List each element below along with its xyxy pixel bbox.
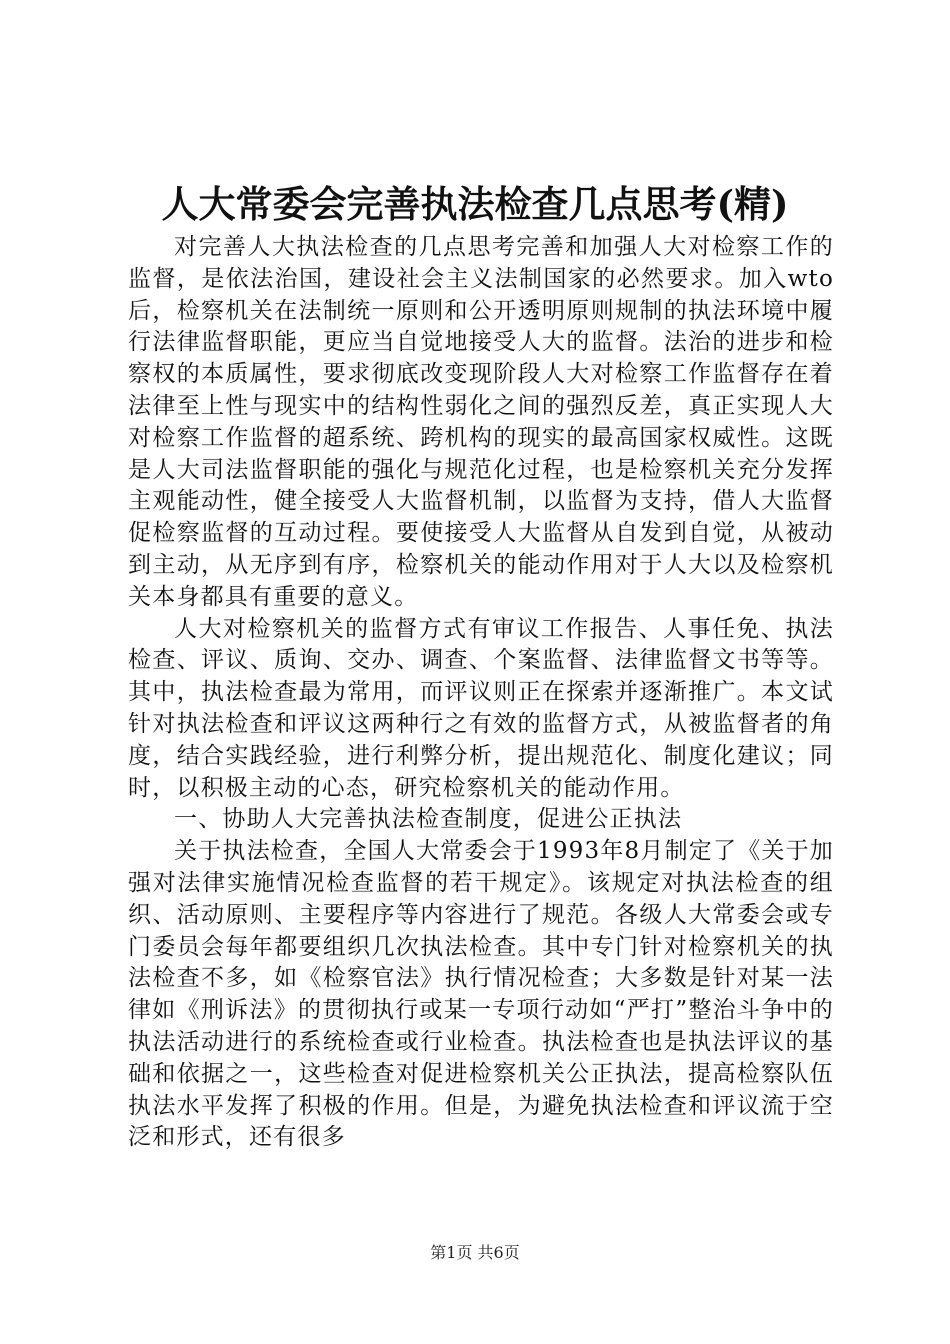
document-title: 人大常委会完善执法检查几点思考(精) (161, 182, 789, 226)
document-body (128, 232, 834, 1154)
paragraph-law-enforcement-inspection: 关于执法检查，全国人大常委会于1993年8月制定了《关于加强对法律实施情况检查监督的若干规定》。该规定对执法检查的组织、活动原则、主要程序等内容进行了规范。各级人大常委会或专门委员会每年都要组织几次执法检查。其中专门针对检察机关的执法检查不多，如《检察官法》执行情况检查；大多数是针对某一法律如《刑诉法》的贯彻执行或某一专项行动如“严打”整治斗争中的执法活动进行的系统检查或行业检查。执法检查也是执法评议的基础和依据之一，这些检查对促进检察机关公正执法，提高检察队伍执法水平发挥了积极的作用。但是，为避免执法检查和评议流于空泛和形式，还有很多 (128, 838, 834, 1151)
page-footer: 第1页 共6页 (430, 1243, 520, 1262)
paragraph-intro: 对完善人大执法检查的几点思考完善和加强人大对检察工作的监督，是依法治国，建设社会主义法制国家的必然要求。加入wto后，检察机关在法制统一原则和公开透明原则规制的执法环境中履行法律监督职能，更应当自觉地接受人大的监督。法治的进步和检察权的本质属性，要求彻底改变现阶段人大对检察工作监督存在着法律至上性与现实中的结构性弱化之间的强烈反差，真正实现人大对检察工作监督的超系统、跨机构的现实的最高国家权威性。这既是人大司法监督职能的强化与规范化过程，也是检察机关充分发挥主观能动性，健全接受人大监督机制，以监督为支持，借人大监督促检察监督的互动过程。要使接受人大监督从自发到自觉，从被动到主动，从无序到有序，检察机关的能动作用对于人大以及检察机关本身都具有重要的意义。 (128, 234, 834, 610)
section-heading-1: 一、协助人大完善执法检查制度，促进公正执法 (174, 806, 683, 833)
paragraph-supervision-methods: 人大对检察机关的监督方式有审议工作报告、人事任免、执法检查、评议、质询、交办、调查、个案监督、法律监督文书等等。其中，执法检查最为常用，而评议则正在探索并逐渐推广。本文试针对执法检查和评议这两种行之有效的监督方式，从被监督者的角度，结合实践经验，进行利弊分析，提出规范化、制度化建议；同时，以积极主动的心态，研究检察机关的能动作用。 (128, 615, 834, 801)
